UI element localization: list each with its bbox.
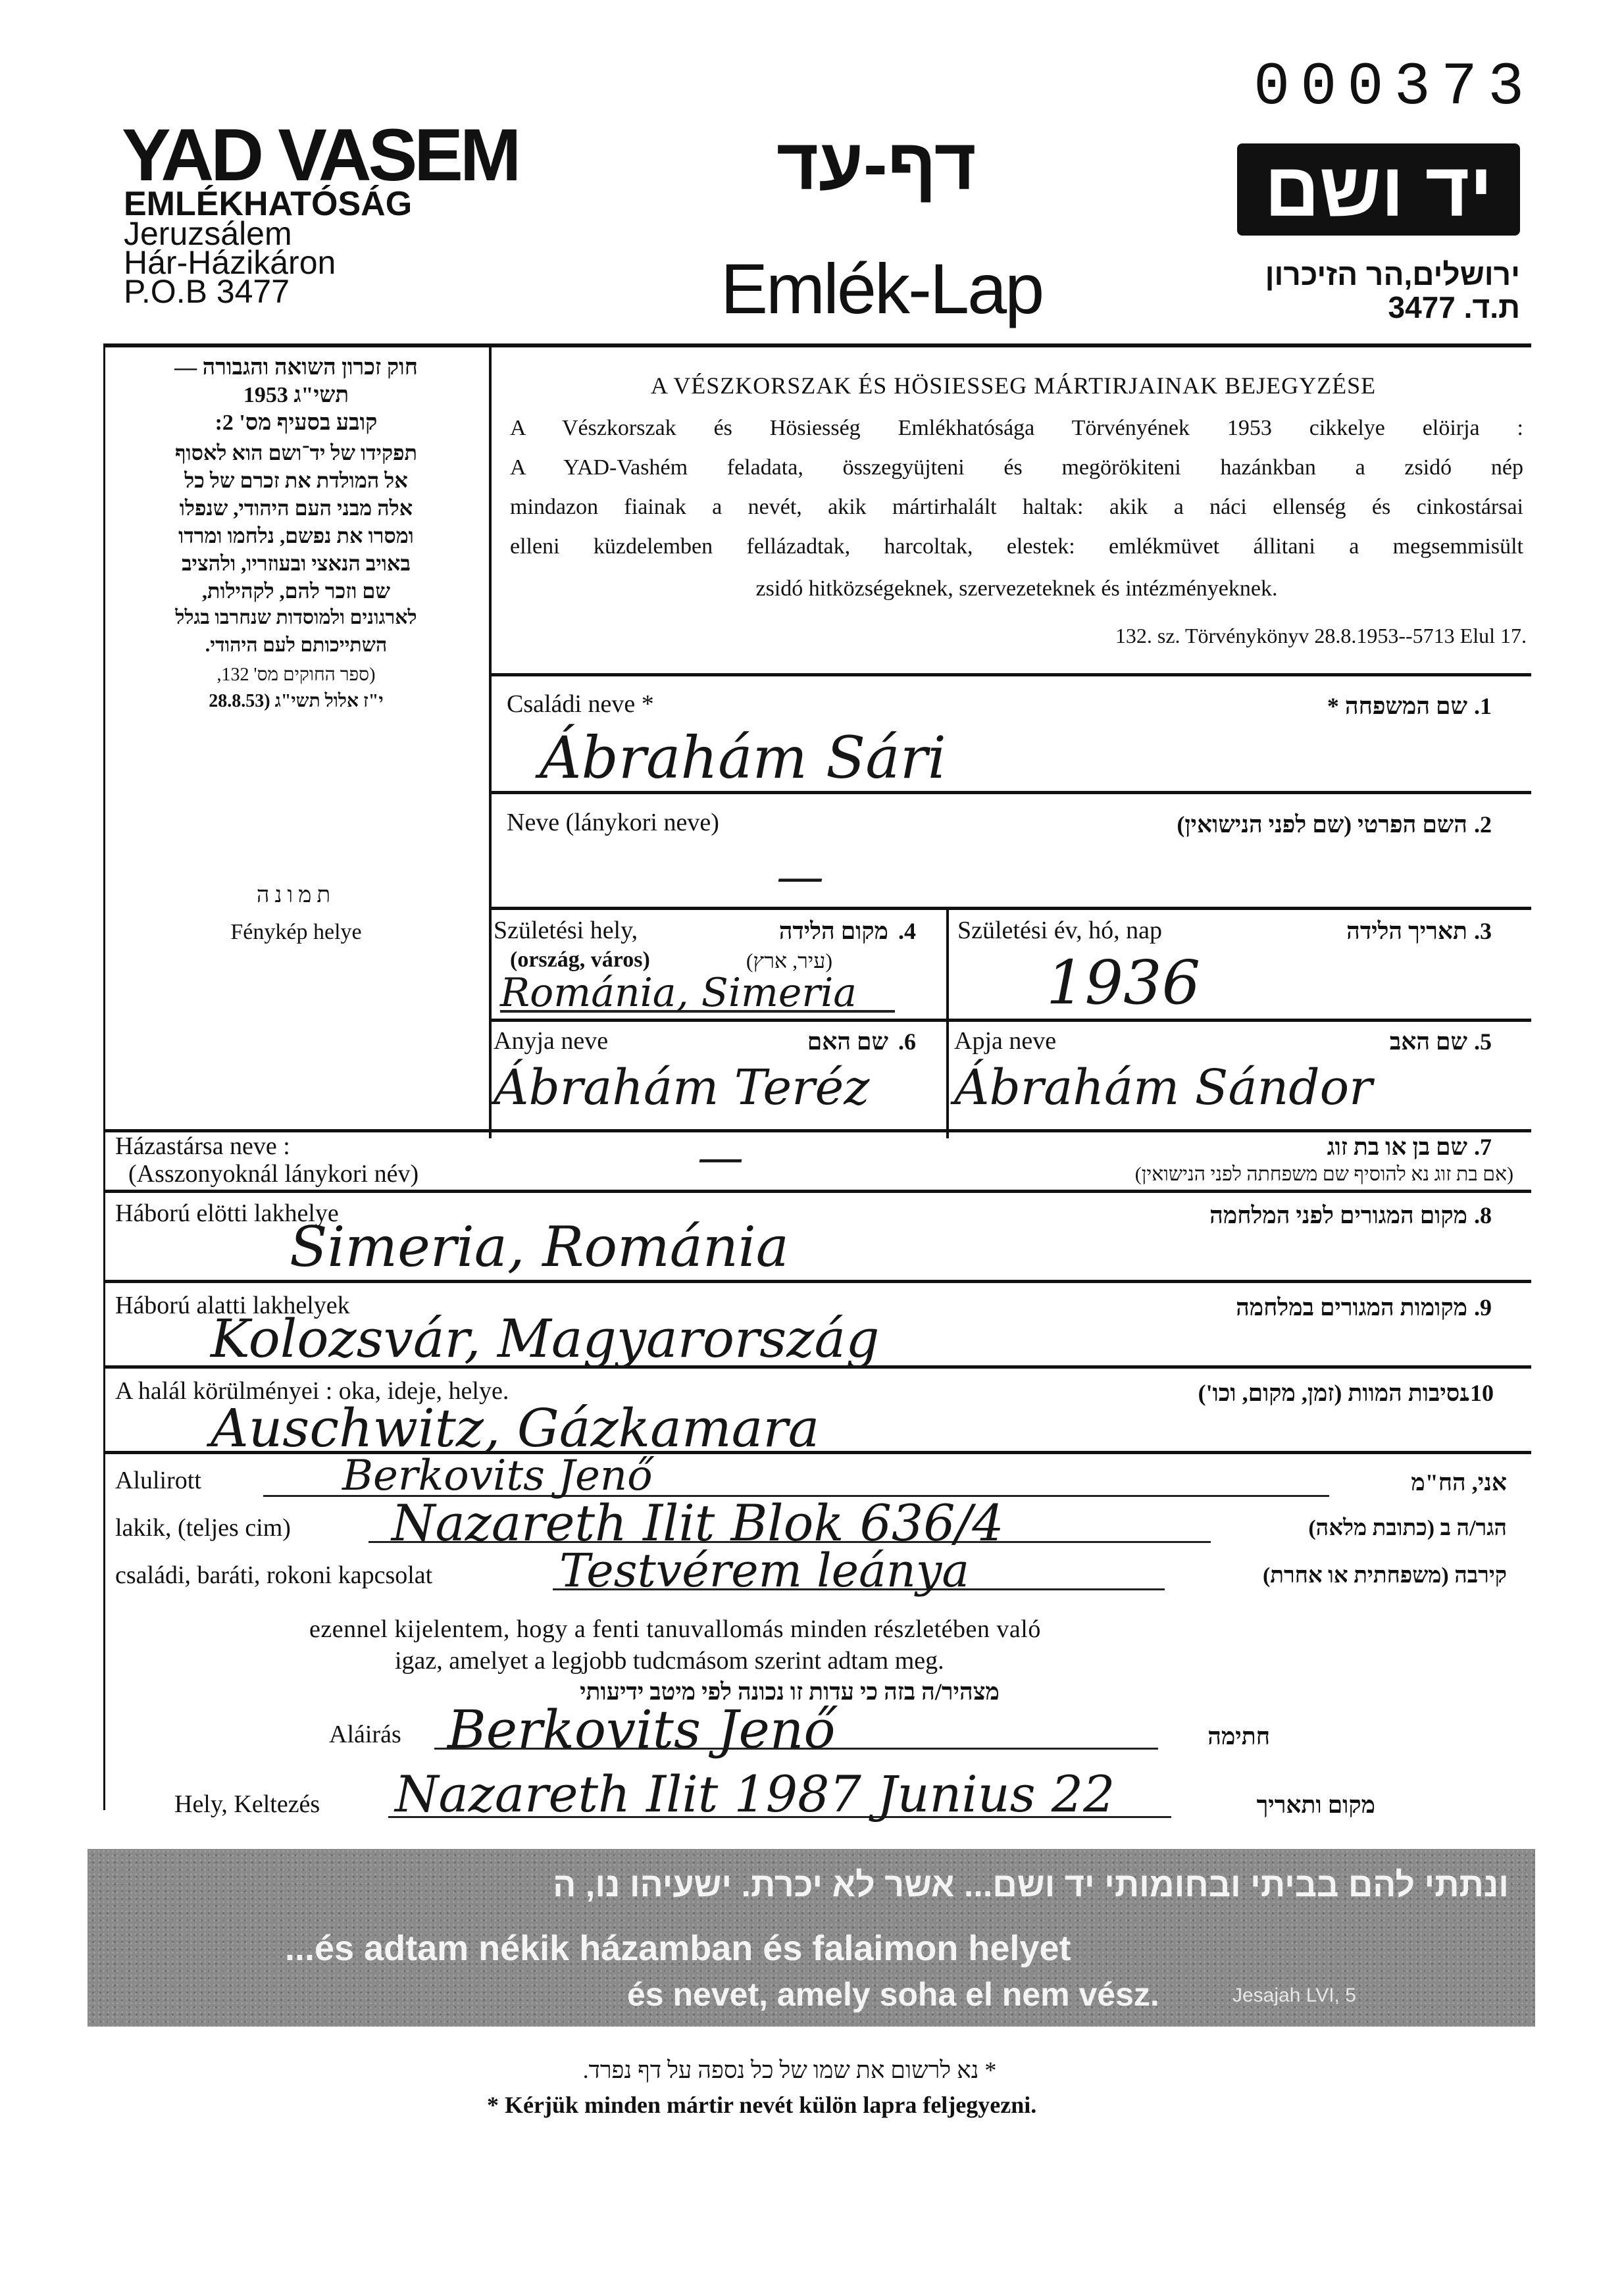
org-name: YAD VASEM (122, 114, 519, 196)
mother-name-value[interactable]: Ábrahám Teréz (494, 1059, 870, 1116)
address-label: lakik, (teljes cim) (115, 1514, 291, 1542)
org-line-4: P.O.B 3477 (124, 273, 290, 310)
hebrew-address-2: ת.ד. 3477 (1388, 290, 1520, 324)
row6-rule (103, 1280, 1531, 1283)
sidebar-law-13: י"ז אלול תשי"ג (28.8.53 (209, 691, 384, 711)
first-name-label-he: השם הפרטי (שם לפני הנישואין) (1177, 811, 1467, 838)
sidebar-law-8: באויב הנאצי ובעוזריו, ולהציב (182, 551, 411, 575)
sidebar-law-10: לארגונים ולמוסדות שנחרבו בגלל (175, 607, 417, 628)
first-name-label: Neve (lánykori neve) (507, 809, 719, 836)
wartime-residence-label: Háború alatti lakhelyek (115, 1292, 350, 1319)
sidebar-law-4: תפקידו של יד־ושם הוא לאסוף (174, 441, 418, 465)
sidebar-law-2: תשי"ג 1953 (243, 383, 349, 407)
mother-name-label: Anyja neve (494, 1027, 609, 1055)
prewar-residence-num: .8 (1474, 1202, 1492, 1228)
banner-hebrew-quote: ונתתי להם בביתי ובחומותי יד ושם... אשר לא יכרת. ישעיהו נו, ה (553, 1866, 1509, 1904)
birth-date-label: Születési év, hó, nap (957, 917, 1162, 944)
row4-rule (103, 1129, 1531, 1132)
prewar-residence-label: Háború elötti lakhelye (115, 1200, 339, 1227)
birth-place-sublabel-he: (עיר, ארץ) (746, 949, 832, 973)
sidebar-law-6: אלה מבני העם היהודי, שנפלו (179, 496, 413, 520)
banner-line-2: és nevet, amely soha el nem vész. (627, 1976, 1159, 2013)
death-circumstances-value[interactable]: Auschwitz, Gázkamara (211, 1398, 820, 1459)
intro-bottom-rule (489, 673, 1531, 676)
intro-line-2: A YAD-Vashém feladata, összegyüjteni és megörökiteni hazánkban a zsidó nép (510, 455, 1523, 480)
org-line-3: Hár-Házikáron (124, 244, 336, 281)
signature-label-he: חתימה (1207, 1723, 1270, 1750)
prewar-residence-label-he: מקום המגורים לפני המלחמה (1209, 1202, 1467, 1228)
top-rule (103, 343, 1531, 347)
death-circumstances-label: A halál körülményei : oka, ideje, helye. (115, 1377, 509, 1405)
footer-note: * Kérjük minden mártir nevét külön lapra feljegyezni. (487, 2092, 1037, 2118)
declaration-line-1: ezennel kijelentem, hogy a fenti tanuvallomás minden részletében való (309, 1615, 1041, 1643)
birth-date-value[interactable]: 1936 (1046, 948, 1201, 1018)
declaration-he: מצהיר/ה בזה כי עדות זו נכונה לפי מיטב ידיעותי (580, 1679, 1000, 1705)
banner-line-2-ref: Jesajah LVI, 5 (1232, 1985, 1356, 2006)
sidebar-law-1: חוק זכרון השואה והגבורה — (174, 355, 418, 380)
left-border (103, 346, 105, 1810)
declaration-line-2: igaz, amelyet a legjobb tudcmásom szerint adtam meg. (395, 1647, 944, 1675)
family-name-label: Családi neve * (507, 690, 654, 718)
intro-line-4: elleni küzdelemben fellázadtak, harcoltak, elestek: emlékmüvet állitani a megsemmisült (510, 534, 1523, 559)
wartime-residence-value[interactable]: Kolozsvár, Magyarország (211, 1308, 880, 1369)
first-name-num: .2 (1474, 811, 1492, 838)
address-label-he: הגר/ה ב (כתובת מלאה) (1308, 1516, 1507, 1540)
birth-date-label-he: תאריך הלידה (1346, 918, 1467, 944)
sidebar-law-7: ומסרו את נפשם, נלחמו ומרדו (178, 524, 414, 547)
yad-vashem-logo (1237, 143, 1520, 236)
org-line-1: EMLÉKHATÓSÁG (124, 185, 413, 223)
father-name-label-he: שם האב (1389, 1028, 1467, 1055)
intro-heading: A VÉSZKORSZAK ÉS HÖSIESSEG MÁRTIRJAINAK BEJEGYZÉSE (650, 372, 1377, 399)
sidebar-law-5: אל המולדת את זכרם של כל (184, 468, 408, 492)
spouse-num: .7 (1474, 1134, 1492, 1160)
banner-line-1: ...és adtam nékik házamban és falaimon helyet (285, 1929, 1071, 1968)
spouse-label: Házastársa neve : (115, 1132, 290, 1160)
signed-label-he: אני, הח"מ (1411, 1469, 1507, 1496)
death-circumstances-num: .10 (1464, 1380, 1494, 1406)
intro-line-3: mindazon fiainak a nevét, akik mártirhalált haltak: akik a náci ellenség és cinkostársai (510, 495, 1523, 519)
relation-value[interactable]: Testvérem leánya (559, 1544, 970, 1598)
prewar-residence-value[interactable]: Simeria, Románia (290, 1215, 789, 1279)
hebrew-address-1: ירושלים,הר הזיכרון (1265, 257, 1520, 291)
signed-label: Alulirott (115, 1467, 201, 1494)
sidebar-law-9: שם וזכר להם, לקהילות, (202, 579, 390, 603)
family-name-num: .1 (1474, 693, 1492, 719)
address-value[interactable]: Nazareth Ilit Blok 636/4 (392, 1494, 1004, 1552)
wartime-residence-label-he: מקומות המגורים במלחמה (1236, 1294, 1467, 1321)
signed-value[interactable]: Berkovits Jenő (342, 1452, 653, 1500)
signature-value[interactable]: Berkovits Jenő (447, 1699, 836, 1760)
birth-place-label-he: מקום הלידה (778, 918, 888, 944)
place-date-label: Hely, Keltezés (174, 1790, 320, 1818)
birth-place-value[interactable]: Románia, Simeria (500, 970, 857, 1016)
spouse-value[interactable]: — (698, 1130, 744, 1184)
father-name-label: Apja neve (954, 1027, 1057, 1055)
family-name-label-he: שם המשפחה * (1327, 693, 1467, 719)
father-name-num: .5 (1474, 1028, 1492, 1055)
sidebar-law-3: קובע בסעיף מס' 2: (215, 411, 378, 435)
intro-citation: 132. sz. Törvénykönyv 28.8.1953--5713 Elul 17. (1115, 624, 1527, 647)
birth-place-num: .4 (898, 918, 916, 944)
logo-text: יד ושם (1264, 147, 1493, 232)
birth-place-sublabel: (ország, város) (510, 948, 650, 972)
family-name-value[interactable]: Ábrahám Sári (540, 724, 946, 792)
row5-rule (103, 1190, 1531, 1193)
death-circumstances-label-he: נסיבות המוות (זמן, מקום, וכו') (1198, 1380, 1467, 1406)
mother-name-num: .6 (898, 1028, 916, 1055)
row2-rule (489, 907, 1531, 910)
birth-place-underline (500, 1010, 895, 1013)
page-title: Emlék-Lap (721, 249, 1043, 328)
signature-label: Aláirás (329, 1721, 401, 1748)
photo-label: Fénykép helye (230, 920, 362, 944)
first-name-value[interactable]: — (776, 849, 824, 904)
birth-divider (946, 908, 949, 1138)
spouse-label-2: (Asszonyoknál lánykori név) (128, 1160, 419, 1188)
mother-name-label-he: שם האם (807, 1028, 888, 1055)
hebrew-title: דף-עד (776, 124, 977, 205)
photo-label-hebrew: תמונה (256, 883, 336, 907)
wartime-residence-num: .9 (1474, 1294, 1492, 1321)
intro-line-5: zsidó hitközségeknek, szervezeteknek és intézményeknek. (755, 576, 1278, 601)
birth-date-num: .3 (1474, 918, 1492, 944)
intro-line-1: A Vészkorszak és Hösiesség Emlékhatósága Törvényének 1953 cikkelye elöirja : (510, 416, 1523, 440)
relation-label: családi, baráti, rokoni kapcsolat (115, 1561, 433, 1589)
row3-rule (489, 1019, 1531, 1022)
spouse-label-he: שם בן או בת זוג (1327, 1134, 1467, 1160)
serial-number: 000373 (1254, 53, 1535, 122)
org-line-2: Jeruzsálem (124, 215, 292, 252)
spouse-label-he-2: (אם בת זוג נא להוסיף שם משפחתה לפני הנישואין) (1134, 1163, 1513, 1185)
birth-place-label: Születési hely, (494, 917, 638, 944)
sidebar-law-11: השתייכותם לעם היהודי. (205, 634, 388, 656)
place-date-value[interactable]: Nazareth Ilit 1987 Junius 22 (395, 1765, 1115, 1823)
footer-note-he: * נא לרשום את שמו של כל נספה על דף נפרד. (582, 2057, 997, 2083)
quote-banner (88, 1849, 1535, 2027)
relation-label-he: קירבה (משפחתית או אחרת) (1262, 1563, 1507, 1588)
place-date-label-he: מקום ותאריך (1256, 1792, 1375, 1818)
father-name-value[interactable]: Ábrahám Sándor (954, 1059, 1373, 1116)
sidebar-law-12: (ספר החוקים מס' 132, (216, 665, 376, 685)
